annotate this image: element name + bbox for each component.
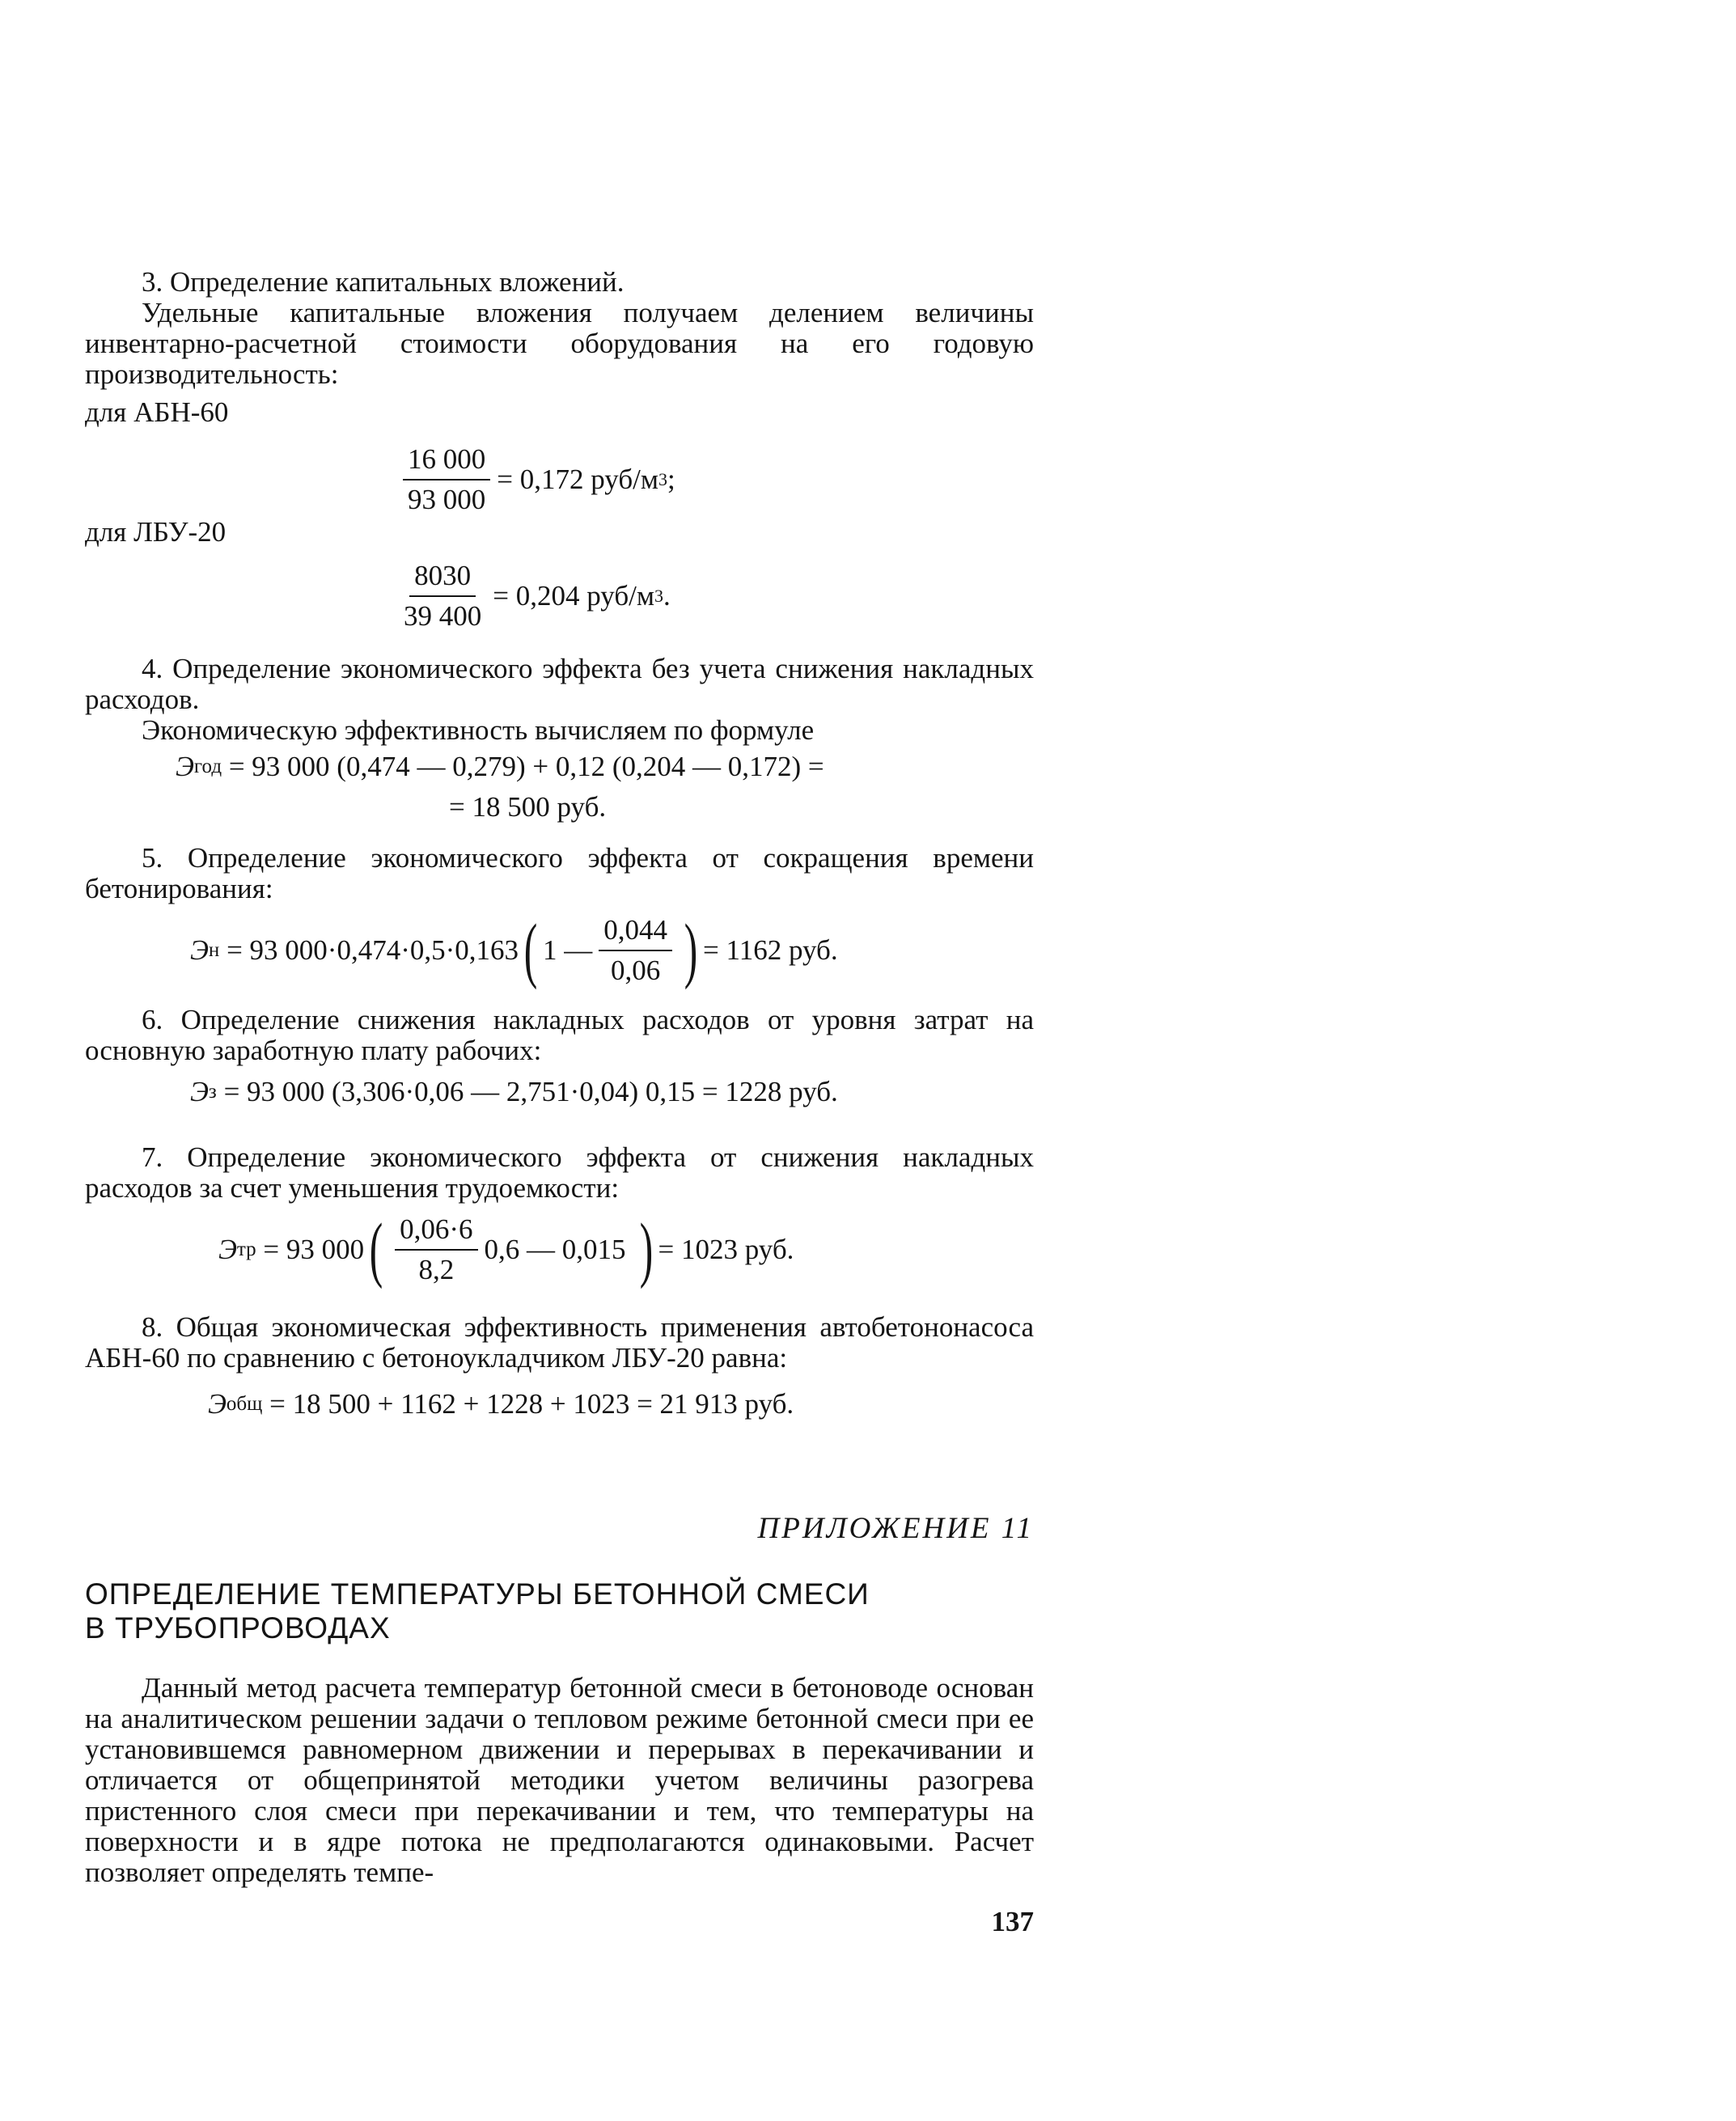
label-abn-60: для АБН-60 — [85, 396, 229, 428]
symbol-e: Э — [218, 1234, 237, 1265]
section-7 — [85, 1142, 1034, 1204]
section-4-heading: 4. Определение экономического эффекта без учета снижения накладных расходов. — [85, 653, 1034, 715]
symbol-e: Э — [208, 1388, 227, 1420]
appendix-title-line-2: В ТРУБОПРОВОДАХ — [85, 1611, 391, 1645]
section-3-heading: 3. Определение капитальных вложений. — [142, 266, 625, 298]
subscript: з — [208, 1081, 217, 1103]
symbol-e: Э — [190, 1076, 209, 1107]
formula-line-1: = 93 000 (0,474 — 0,279) + 0,12 (0,204 — 0,172) = — [228, 751, 824, 782]
appendix-title-line-1: ОПРЕДЕЛЕНИЕ ТЕМПЕРАТУРЫ БЕТОННОЙ СМЕСИ — [85, 1577, 870, 1611]
section-5-heading: 5. Определение экономического эффекта от сокращения времени бетонирования: — [85, 842, 1034, 904]
section-6 — [85, 1005, 1034, 1066]
formula-abn — [396, 443, 675, 516]
formula-post: = 1162 руб. — [703, 934, 838, 966]
formula-pre: = 93 000·0,474·0,5·0,163 — [227, 934, 519, 966]
superscript: 3 — [658, 469, 667, 489]
formula-e-n — [190, 910, 838, 990]
fraction — [399, 560, 486, 633]
symbol-e: Э — [176, 751, 194, 782]
formula-lbu — [392, 560, 671, 633]
section-4-text: Экономическую эффективность вычисляем по формуле — [142, 714, 815, 746]
fraction — [599, 914, 672, 987]
fraction — [403, 443, 490, 516]
subscript: год — [193, 756, 222, 777]
formula-e-tr — [218, 1209, 794, 1289]
paren-one: 1 — — [543, 934, 593, 966]
fraction-denominator: 39 400 — [404, 600, 482, 632]
section-7-heading: 7. Определение экономического эффекта от снижения накладных расходов за счет уменьшения трудоемкости: — [85, 1141, 1034, 1204]
fraction-numerator: 0,06·6 — [395, 1213, 477, 1251]
section-3 — [85, 267, 1034, 390]
formula-result: = 0,204 руб/м — [493, 580, 654, 612]
formula-e-god — [176, 751, 824, 783]
page-number: 137 — [991, 1906, 1034, 1937]
right-paren: ) — [684, 910, 698, 990]
formula-tail: ; — [667, 464, 675, 495]
formula-tail: . — [663, 580, 671, 612]
formula: = 18 500 + 1162 + 1228 + 1023 = 21 913 руб. — [269, 1388, 794, 1420]
formula-mid: 0,6 — 0,015 — [484, 1234, 626, 1265]
fraction-numerator: 0,044 — [599, 914, 672, 951]
symbol-e: Э — [190, 934, 209, 966]
fraction — [395, 1213, 477, 1286]
section-8-heading: 8. Общая экономическая эффективность применения автобетононасоса АБН-60 по сравнению с бетоноукладчиком ЛБУ-20 равна: — [85, 1311, 1034, 1374]
formula-e-obsch — [208, 1388, 794, 1420]
section-6-heading: 6. Определение снижения накладных расходов от уровня затрат на основную заработную плату рабочих: — [85, 1004, 1034, 1066]
right-paren: ) — [639, 1209, 653, 1289]
section-8 — [85, 1312, 1034, 1374]
fraction-denominator: 8,2 — [418, 1254, 455, 1285]
formula-e-god-result — [449, 791, 606, 823]
section-3-text: Удельные капитальные вложения получаем делением величины инвентарно-расчетной стоимости оборудования на его годовую производительность: — [85, 297, 1034, 390]
formula-result: = 0,172 руб/м — [497, 464, 658, 495]
label-lbu-20: для ЛБУ-20 — [85, 516, 227, 548]
formula: = 93 000 (3,306·0,06 — 2,751·0,04) 0,15 = 1228 руб. — [223, 1076, 838, 1107]
left-paren: ( — [523, 910, 538, 990]
subscript: н — [208, 939, 220, 961]
fraction-numerator: 8030 — [409, 560, 476, 597]
fraction-numerator: 16 000 — [403, 443, 490, 481]
formula-line-2: = 18 500 руб. — [449, 791, 607, 823]
appendix-title — [85, 1577, 870, 1645]
formula-pre: = 93 000 — [263, 1234, 365, 1265]
fraction-denominator: 93 000 — [408, 484, 486, 515]
subscript: тр — [236, 1238, 256, 1260]
superscript: 3 — [654, 586, 663, 606]
left-paren: ( — [369, 1209, 383, 1289]
formula-post: = 1023 руб. — [658, 1234, 794, 1265]
section-4 — [85, 654, 1034, 746]
fraction-denominator: 0,06 — [611, 955, 661, 986]
appendix-body-text: Данный метод расчета температур бетонной смеси в бетоноводе основан на аналитическом решении задачи о тепловом режиме бетонной смеси при ее установившемся равномерном движении и перерывах в перекачивании и отличается от общепринятой методики учетом величины разогрева пристенного слоя смеси при перекачивании и тем, что температуры на поверхности и в ядре потока не предполагаются одинаковыми. Расчет позволяет определять темпе- — [85, 1672, 1034, 1888]
subscript: общ — [226, 1393, 263, 1415]
appendix-body — [85, 1673, 1034, 1888]
formula-e-z — [190, 1076, 838, 1108]
appendix-label: ПРИЛОЖЕНИЕ 11 — [757, 1512, 1034, 1545]
section-5 — [85, 843, 1034, 904]
